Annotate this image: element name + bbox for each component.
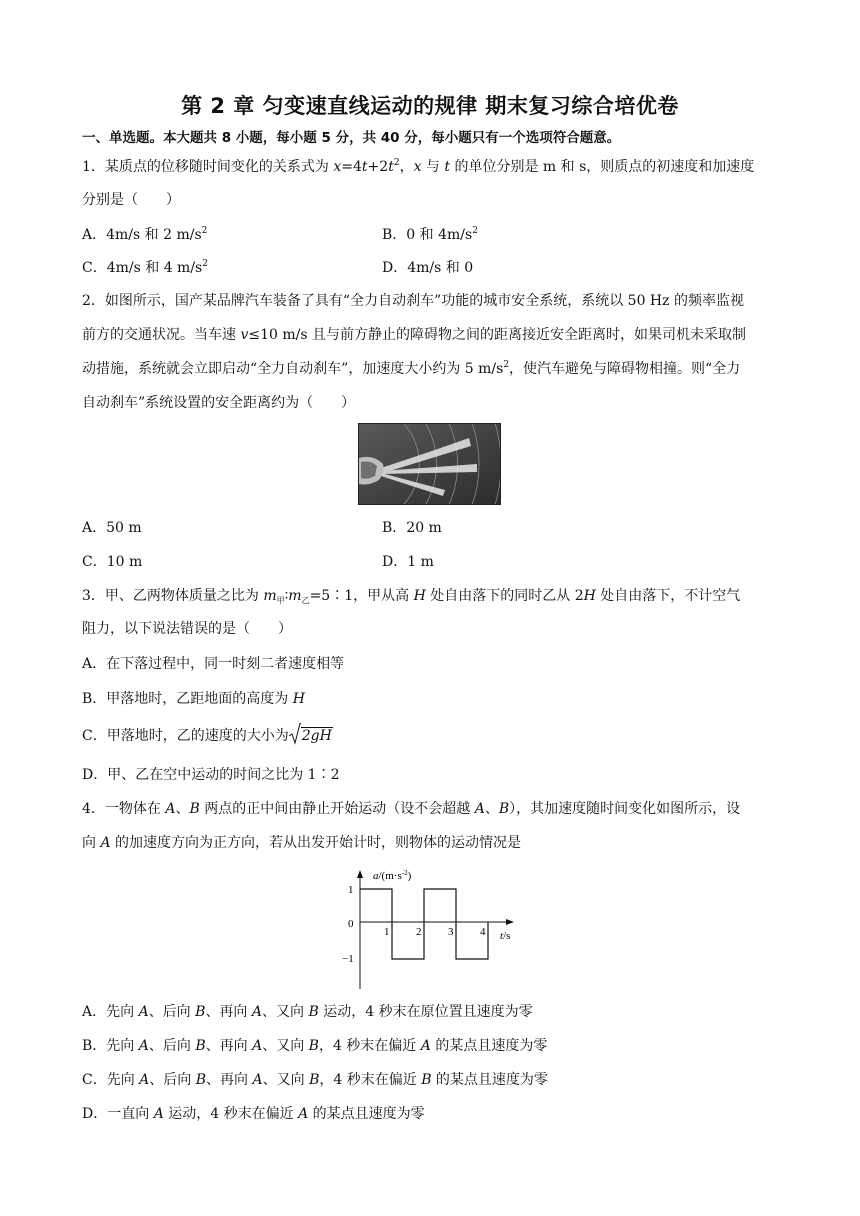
question-4-option-c: C．先向 A、后向 B、再向 A、又向 B，4 秒末在偏近 B 的某点且速度为零 [82, 1072, 548, 1088]
question-4-option-d: D．一直向 A 运动，4 秒末在偏近 A 的某点且速度为零 [82, 1106, 425, 1122]
x-axis-label: t/s [500, 930, 511, 942]
question-2-option-b: B．20 m [382, 520, 442, 536]
question-3-option-d: D．甲、乙在空中运动的时间之比为 1∶2 [82, 767, 340, 783]
question-4-stem-line2: 向 A 的加速度方向为正方向，若从出发开始计时，则物体的运动情况是 [82, 835, 522, 851]
question-4-stem-line1: 4．一物体在 A、B 两点的正中间由静止开始运动（设不会超越 A、B），其加速度随时间变化如图所示，设 [82, 801, 741, 817]
car-sensor-image [358, 423, 501, 505]
question-3-stem-line2: 阻力，以下说法错误的是（ ） [82, 621, 292, 637]
question-2-stem-line4: 自动刹车”系统设置的安全距离约为（ ） [82, 395, 356, 411]
question-2-stem-line2: 前方的交通状况。当车速 v≤10 m/s 且与前方静止的障碍物之间的距离接近安全距离时，如果司机未采取制 [82, 327, 746, 343]
y-tick-label: 1 [348, 884, 354, 896]
question-1-option-a: A．4m/s 和 2 $m/s^2$ [82, 226, 208, 243]
question-3-stem-line1: 3．甲、乙两物体质量之比为 $m_甲∶m_乙=5∶1$，甲从高 H 处自由落下的同时乙从 2H 处自由落下，不计空气 [82, 588, 741, 605]
y-axis-label: $a/(m\cdot s^{-2})$ [373, 869, 412, 882]
x-tick-label: 2 [416, 926, 422, 938]
question-2-option-a: A．50 m [82, 520, 142, 536]
x-tick-label: 4 [480, 926, 486, 938]
square-root-expression: 2gH [289, 726, 333, 746]
question-1-option-b: B．0 和 $4m/s^2$ [382, 226, 478, 243]
question-3-option-a: A．在下落过程中，同一时刻二者速度相等 [82, 656, 345, 672]
question-1-stem-line1: 1．某质点的位移随时间变化的关系式为 $x=4t+2t^2$，x 与 t 的单位分别是 m 和 s，则质点的初速度和加速度 [82, 158, 755, 175]
y-tick-label: −1 [342, 953, 354, 965]
question-2-stem-line3: 动措施，系统就会立即启动“全力自动刹车”，加速度大小约为 5 $m/s^2$，使汽车避免与障碍物相撞。则“全力 [82, 360, 741, 377]
question-3-option-c: C．甲落地时，乙的速度的大小为 2gH [82, 726, 333, 746]
question-2-stem-line1: 2．如图所示，国产某品牌汽车装备了具有“全力自动刹车”功能的城市安全系统，系统以 50 Hz 的频率监视 [82, 293, 744, 309]
question-2-option-c: C．10 m [82, 554, 143, 570]
x-tick-label: 1 [384, 926, 390, 938]
page-title: 第 2 章 匀变速直线运动的规律 期末复习综合培优卷 [181, 94, 679, 118]
section-heading: 一、单选题。本大题共 8 小题，每小题 5 分，共 40 分，每小题只有一个选项符合题意。 [82, 130, 621, 146]
x-tick-label: 3 [448, 926, 454, 938]
y-tick-label: 0 [348, 918, 354, 930]
question-3-option-b: B．甲落地时，乙距地面的高度为 H [82, 691, 305, 707]
question-4-option-a: A．先向 A、后向 B、再向 A、又向 B 运动，4 秒末在原位置且速度为零 [82, 1004, 533, 1020]
acceleration-time-graph [330, 865, 520, 993]
question-1-option-c: C．4m/s 和 4 $m/s^2$ [82, 259, 208, 276]
question-1-stem-line2: 分别是（ ） [82, 192, 180, 208]
question-2-option-d: D．1 m [382, 554, 434, 570]
question-4-option-b: B．先向 A、后向 B、再向 A、又向 B，4 秒末在偏近 A 的某点且速度为零 [82, 1038, 548, 1054]
y-axis-arrow-icon [357, 870, 363, 878]
x-axis-arrow-icon [506, 919, 514, 925]
acceleration-step-line [360, 889, 488, 959]
question-1-option-d: D．4m/s 和 0 [382, 260, 474, 276]
